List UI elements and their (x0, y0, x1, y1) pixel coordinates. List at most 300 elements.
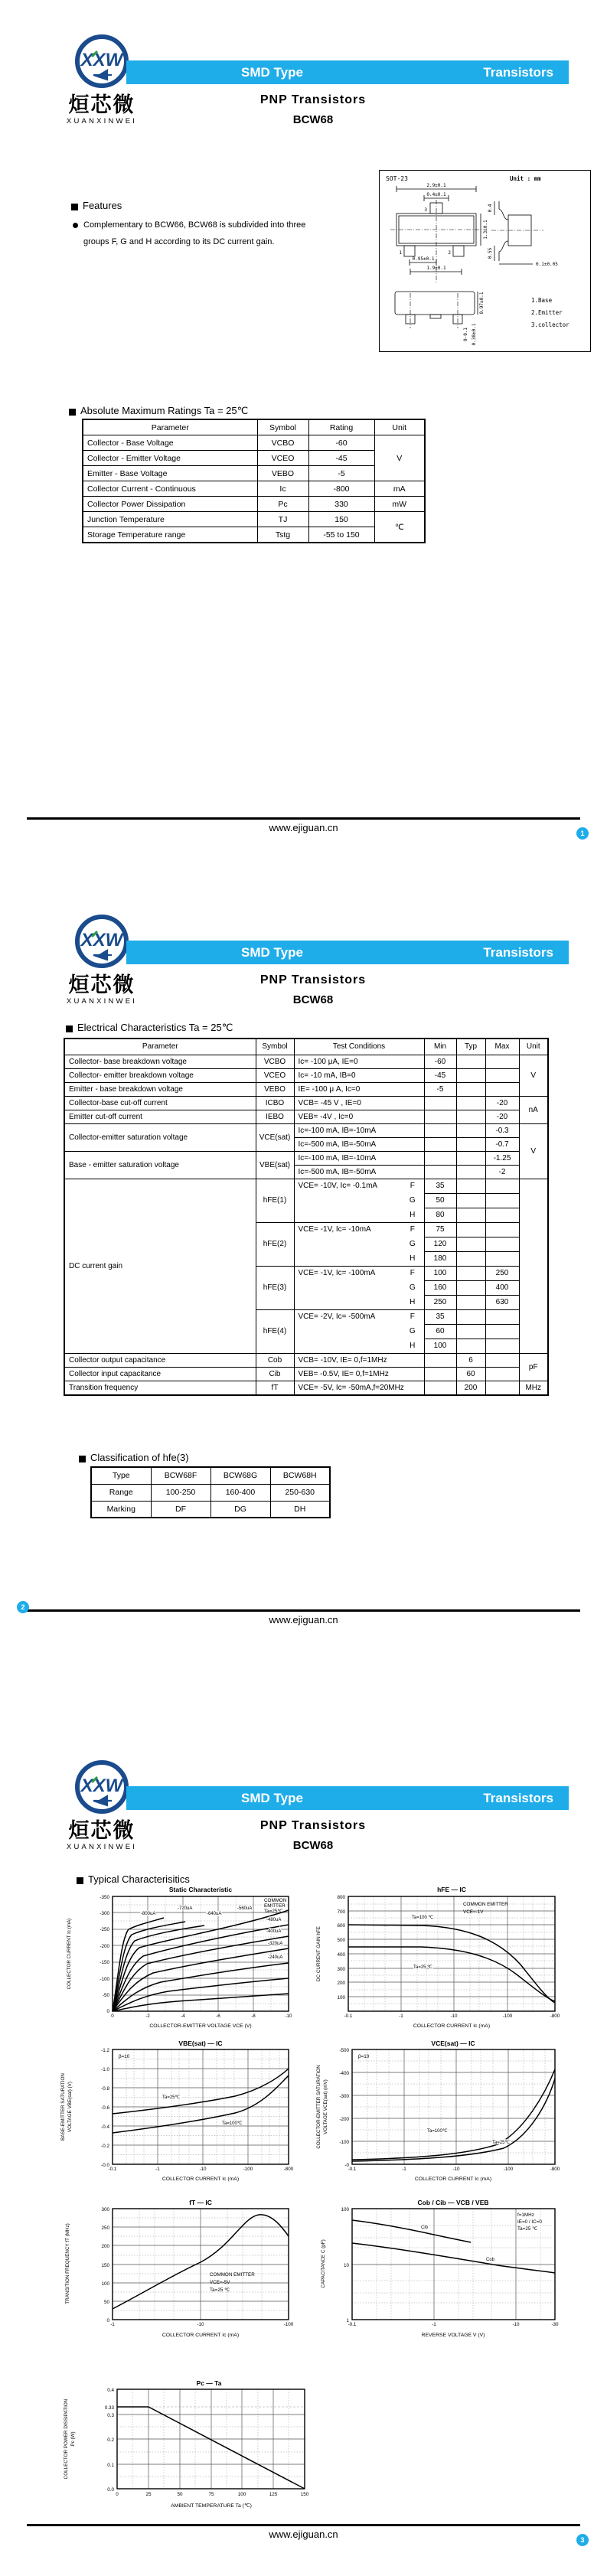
feature-item: Complementary to BCW66, BCW68 is subdivided into three groups F, G and H according to its DC current gain. (83, 220, 306, 246)
x-tick: -10 (285, 2014, 292, 2019)
page-number-badge: 2 (17, 1601, 29, 1613)
pin-number: 2 (448, 250, 451, 256)
x-tick: 0 (116, 2492, 119, 2497)
table-cell: VCBO (257, 435, 308, 451)
logo-mark-icon (72, 913, 132, 971)
table-cell (485, 1251, 519, 1266)
table-cell (485, 1324, 519, 1339)
curve-label: -240uA (268, 1955, 283, 1960)
table-cell: 35 (424, 1309, 456, 1324)
x-tick: -800 (283, 2167, 294, 2172)
table-cell: Cob (256, 1353, 294, 1367)
column-header: Typ (456, 1039, 485, 1055)
table-cell (456, 1110, 485, 1123)
y-tick: 150 (101, 2263, 109, 2268)
curve-label: -480uA (266, 1918, 282, 1922)
table-cell (485, 1222, 519, 1237)
dim-label: 0-0.1 (463, 327, 468, 342)
table-cell (485, 1055, 519, 1068)
dim-label: 2.9±0.1 (426, 183, 446, 188)
y-axis-label: COLLECTOR-EMITTER SATURATION (316, 2065, 321, 2149)
y-tick: 100 (101, 2281, 109, 2287)
table-cell: Ic= -100 μA, IE=0 (294, 1055, 424, 1068)
curve-label: Ta=100℃ (222, 2121, 243, 2126)
x-tick: 50 (177, 2492, 183, 2497)
x-axis-label: COLLECTOR CURRENT Ic (mA) (162, 2177, 240, 2182)
table-cell: Ic (257, 481, 308, 497)
y-tick: -1.0 (101, 2067, 109, 2072)
table-cell: Collector output capacitance (64, 1353, 256, 1367)
y-tick: -100 (339, 2140, 349, 2145)
y-tick: -0 (344, 2163, 349, 2168)
logo-chinese-text: 烜芯微 (68, 973, 135, 997)
table-cell: Pc (257, 497, 308, 512)
y-tick: 0.4 (107, 2388, 114, 2393)
table-cell: Ic=-500 mA, IB=-50mA (294, 1165, 424, 1179)
footer-url: www.ejiguan.cn (269, 2529, 338, 2540)
curve-label: Ta=25℃ (162, 2095, 181, 2100)
table-cell: -800 (308, 481, 374, 497)
logo-mark-icon (72, 1759, 132, 1817)
table-cell: V (519, 1055, 548, 1096)
chart-title: VCE(sat) — IC (431, 2040, 475, 2047)
table-cell: pF (519, 1353, 548, 1381)
banner-right-label: Transistors (483, 64, 553, 80)
curve-label: Cib (421, 2225, 429, 2230)
table-cell: VCE= -10V, Ic= -0.1mA (294, 1179, 401, 1222)
page3-banner (126, 1786, 569, 1810)
y-tick: 0 (106, 2318, 109, 2323)
footer-url: www.ejiguan.cn (269, 822, 338, 833)
footer-divider (27, 2524, 580, 2526)
y-tick: 0 (106, 2009, 109, 2014)
table-cell (424, 1353, 456, 1367)
table-cell: 250-630 (270, 1484, 330, 1501)
table-cell: G (401, 1324, 424, 1339)
banner-left-label: SMD Type (241, 1790, 303, 1805)
table-cell (485, 1353, 519, 1367)
curve-label: Ta=25℃ (492, 2141, 511, 2145)
y-tick: 100 (341, 2207, 349, 2212)
table-cell: 50 (424, 1193, 456, 1208)
table-cell: H (401, 1295, 424, 1309)
curve-label: -800uA (141, 1912, 156, 1916)
logo-chinese-text: 烜芯微 (68, 1819, 135, 1843)
section-square-icon (71, 204, 78, 210)
table-cell: 250 (485, 1266, 519, 1280)
y-tick: 800 (337, 1895, 345, 1900)
chart-power-dissipation (44, 2379, 328, 2516)
table-cell (456, 1309, 485, 1324)
table-cell: DH (270, 1501, 330, 1518)
table-cell: Emitter cut-off current (64, 1110, 256, 1123)
table-cell: Transition frequency (64, 1381, 256, 1395)
chart-capacitance (306, 2198, 566, 2351)
x-axis-label: COLLECTOR CURRENT Ic (mA) (162, 2333, 240, 2338)
y-tick: -0.2 (101, 2144, 109, 2149)
y-tick: -0.4 (101, 2124, 109, 2130)
y-tick: 0.33 (104, 2405, 114, 2411)
table-cell (456, 1339, 485, 1353)
part-number: BCW68 (292, 993, 334, 1006)
table-cell: IEBO (256, 1110, 294, 1123)
table-cell: -0.3 (485, 1123, 519, 1137)
dim-label: 0.38±0.1 (472, 323, 477, 346)
x-tick: -10 (452, 2167, 460, 2172)
section-square-icon (66, 1026, 73, 1032)
table-cell (485, 1367, 519, 1381)
x-tick: 125 (269, 2492, 278, 2497)
x-tick: -6 (216, 2014, 220, 2019)
table-cell: VCEO (257, 451, 308, 466)
table-cell: mW (374, 497, 425, 512)
table-cell: hFE(2) (256, 1222, 294, 1266)
y-tick: 0.2 (107, 2437, 114, 2443)
logo-english-text: XUANXINWEI (66, 1843, 138, 1852)
table-cell: 160 (424, 1280, 456, 1295)
y-tick: -350 (100, 1895, 109, 1900)
y-axis-label: COLLECTOR POWER DISSIPATION (64, 2398, 69, 2480)
x-axis-label: REVERSE VOLTAGE V (V) (421, 2333, 485, 2338)
table-cell: G (401, 1237, 424, 1251)
chart-annotation: COMMON (264, 1898, 287, 1903)
x-tick: -10 (199, 2167, 207, 2172)
table-cell: Ic=-100 mA, IB=-10mA (294, 1123, 424, 1137)
table-cell (485, 1339, 519, 1353)
table-cell (456, 1082, 485, 1096)
table-cell: Junction Temperature (83, 512, 257, 527)
table-cell (456, 1266, 485, 1280)
logo-monogram: XXW (80, 50, 123, 70)
column-header: Parameter (64, 1039, 256, 1055)
y-axis-label: BASE-EMITTER SATURATION (60, 2073, 66, 2141)
x-tick: -1 (432, 2322, 436, 2327)
table-cell: -0.7 (485, 1137, 519, 1151)
elec-table (64, 1038, 549, 1396)
x-tick: -1 (110, 2322, 115, 2327)
footer-url: www.ejiguan.cn (269, 1614, 338, 1625)
x-tick: 0 (111, 2014, 114, 2019)
y-tick: 200 (101, 2244, 109, 2249)
table-cell: -55 to 150 (308, 527, 374, 543)
table-cell: G (401, 1280, 424, 1295)
y-tick: 250 (101, 2225, 109, 2231)
table-cell: BCW68F (151, 1467, 210, 1484)
table-cell: ICBO (256, 1096, 294, 1110)
grid-minor (352, 2049, 555, 2164)
table-cell: F (401, 1179, 424, 1193)
x-tick: -10 (197, 2322, 204, 2327)
curve-label: Ta=25 ℃ (413, 1965, 432, 1970)
pin-legend: 2.Emitter (531, 309, 563, 316)
table-cell: VBE(sat) (256, 1151, 294, 1179)
table-cell: VCE(sat) (256, 1123, 294, 1151)
table-cell: 35 (424, 1179, 456, 1193)
table-cell: F (401, 1222, 424, 1237)
y-tick: 600 (337, 1923, 345, 1929)
footer-divider (27, 1609, 580, 1612)
footer-divider (27, 817, 580, 820)
part-number: BCW68 (292, 1839, 334, 1852)
table-cell: -60 (308, 435, 374, 451)
table-cell: hFE(3) (256, 1266, 294, 1309)
chart-title: VBE(sat) — IC (178, 2040, 223, 2047)
section-square-icon (79, 1456, 86, 1462)
table-cell (485, 1309, 519, 1324)
y-tick: -400 (339, 2071, 349, 2076)
y-tick: 0.0 (107, 2487, 114, 2493)
table-cell: 160-400 (210, 1484, 270, 1501)
table-cell (485, 1208, 519, 1222)
table-cell: -5 (424, 1082, 456, 1096)
table-cell: Collector - Base Voltage (83, 435, 257, 451)
table-cell: VCEO (256, 1068, 294, 1082)
x-axis-label: AMBIENT TEMPERATURE Ta (℃) (171, 2503, 252, 2509)
pin-number: 1 (399, 250, 402, 256)
table-cell (485, 1193, 519, 1208)
curve-label: Cob (486, 2258, 495, 2262)
column-header: Parameter (83, 419, 257, 435)
table-cell: VEB= -4V , Ic=0 (294, 1110, 424, 1123)
x-axis-label: COLLECTOR CURRENT Ic (mA) (414, 2177, 492, 2182)
x-tick: -0.1 (108, 2167, 117, 2172)
table-cell: Storage Temperature range (83, 527, 257, 543)
y-tick: -200 (100, 1944, 109, 1949)
column-header: Max (485, 1039, 519, 1055)
classification-heading: Classification of hfe(3) (90, 1452, 189, 1463)
y-axis-label: CAPACITANCE C (pF) (321, 2239, 326, 2288)
y-tick: -0.8 (101, 2086, 109, 2092)
chart-annotation: IE=0 / IC=0 (517, 2219, 542, 2225)
page-number-badge: 3 (576, 2534, 589, 2546)
logo-chinese-text: 烜芯微 (68, 93, 135, 117)
y-axis-label: TRANSITION FREQUENCY fT (MHz) (65, 2223, 70, 2304)
table-cell: 200 (456, 1381, 485, 1395)
table-cell: 120 (424, 1237, 456, 1251)
page-title: PNP Transistors (259, 973, 367, 986)
y-tick: -150 (100, 1960, 109, 1965)
y-tick: 500 (337, 1938, 345, 1943)
y-tick: 0.3 (107, 2413, 114, 2418)
y-tick: 100 (337, 1995, 345, 2000)
x-tick: 100 (237, 2492, 246, 2497)
table-cell: -45 (424, 1068, 456, 1082)
page1-banner (126, 60, 569, 84)
chart-annotation: COMMON EMITTER (463, 1902, 508, 1907)
table-cell: VCE= -1V, Ic= -100mA (294, 1266, 401, 1309)
curve-label: -640uA (207, 1912, 222, 1916)
chart-dc-current-gain (306, 1884, 566, 2037)
typical-characteristics-heading: Typical Characterisitics (88, 1873, 190, 1885)
table-cell (456, 1208, 485, 1222)
table-cell: 100 (424, 1339, 456, 1353)
table-cell (424, 1096, 456, 1110)
table-cell: Range (91, 1484, 151, 1501)
page-title: PNP Transistors (259, 93, 367, 106)
curve-label: -400uA (266, 1929, 282, 1934)
dim-label: 0.97±0.1 (479, 292, 485, 315)
section-square-icon (77, 1877, 83, 1884)
table-cell: nA (519, 1096, 548, 1123)
column-header: Unit (374, 419, 425, 435)
package-side-view (491, 201, 543, 264)
table-cell: Collector - Emitter Voltage (83, 451, 257, 466)
package-unit: Unit : mm (510, 175, 541, 182)
grid-minor (113, 1896, 289, 2011)
x-tick: -800 (550, 2167, 560, 2172)
table-cell: DG (210, 1501, 270, 1518)
x-tick: -10 (512, 2322, 520, 2327)
table-cell (485, 1068, 519, 1082)
table-cell: F (401, 1309, 424, 1324)
chart-title: hFE — IC (437, 1886, 466, 1893)
column-header: Min (424, 1039, 456, 1055)
table-cell (485, 1082, 519, 1096)
table-cell (485, 1179, 519, 1193)
table-cell (456, 1251, 485, 1266)
page2-banner (126, 941, 569, 964)
classification-table (90, 1466, 331, 1518)
x-tick: -1 (402, 2167, 406, 2172)
y-tick: -0.0 (101, 2163, 109, 2168)
chart-annotation: Ta=25℃ (264, 1909, 283, 1914)
x-tick: -8 (251, 2014, 256, 2019)
table-cell (456, 1295, 485, 1309)
curves (113, 2069, 289, 2133)
table-cell: Type (91, 1467, 151, 1484)
table-cell: fT (256, 1381, 294, 1395)
table-cell (424, 1381, 456, 1395)
dim-label: 1.9±0.1 (426, 266, 446, 271)
table-cell: Collector- base breakdown voltage (64, 1055, 256, 1068)
x-tick: -0.1 (348, 2167, 357, 2172)
x-tick: -2 (145, 2014, 150, 2019)
y-tick: -1.2 (101, 2048, 109, 2053)
table-cell: 330 (308, 497, 374, 512)
y-tick: 0.1 (107, 2463, 114, 2468)
logo-english-text: XUANXINWEI (66, 117, 138, 126)
table-cell: mA (374, 481, 425, 497)
dim-label: 0.1±0.05 (536, 262, 558, 267)
x-tick: 150 (300, 2492, 309, 2497)
y-axis-label: VOLTAGE VBE(sat) (V) (67, 2082, 73, 2132)
table-cell: VEBO (256, 1082, 294, 1096)
table-cell: G (401, 1193, 424, 1208)
x-tick: -1 (155, 2167, 160, 2172)
y-tick: -0.6 (101, 2105, 109, 2111)
table-cell: BCW68G (210, 1467, 270, 1484)
table-cell (456, 1280, 485, 1295)
table-cell: Collector-base cut-off current (64, 1096, 256, 1110)
table-cell: 250 (424, 1295, 456, 1309)
table-cell: 75 (424, 1222, 456, 1237)
table-cell (456, 1222, 485, 1237)
table-cell: 80 (424, 1208, 456, 1222)
table-cell (456, 1068, 485, 1082)
package-name: SOT-23 (386, 175, 408, 182)
table-cell: -2 (485, 1165, 519, 1179)
y-tick: -50 (102, 1993, 109, 1998)
column-header: Test Conditions (294, 1039, 424, 1055)
table-cell: BCW68H (270, 1467, 330, 1484)
x-tick: -4 (181, 2014, 185, 2019)
grid-major (113, 2209, 289, 2320)
y-tick: -200 (339, 2117, 349, 2122)
table-cell: 630 (485, 1295, 519, 1309)
y-axis-label: VOLTAGE VCE(sat) (mV) (323, 2079, 328, 2134)
part-number: BCW68 (292, 113, 334, 126)
table-cell: Base - emitter saturation voltage (64, 1151, 256, 1179)
table-cell: H (401, 1208, 424, 1222)
y-tick: 50 (103, 2300, 109, 2305)
y-tick: -250 (100, 1927, 109, 1932)
table-cell: MHz (519, 1381, 548, 1395)
chart-annotation: VCE=-1V (463, 1909, 484, 1915)
column-header: Rating (308, 419, 374, 435)
table-cell (485, 1381, 519, 1395)
chart-annotation: f=1MHz (517, 2212, 534, 2218)
section-square-icon (69, 409, 76, 416)
column-header: Symbol (257, 419, 308, 435)
table-cell (456, 1096, 485, 1110)
grid-minor (352, 2209, 555, 2320)
table-cell: Marking (91, 1501, 151, 1518)
grid-major (113, 2049, 289, 2164)
table-cell: 150 (308, 512, 374, 527)
table-cell: VCE= -1V, Ic= -10mA (294, 1222, 401, 1266)
chart-annotation: Ta=25 ℃ (517, 2226, 538, 2232)
y-axis-label: DC CURRENT GAIN hFE (316, 1926, 321, 1981)
package-drawing (379, 170, 591, 352)
x-tick: 75 (208, 2492, 214, 2497)
table-cell (485, 1237, 519, 1251)
chart-vce-sat (306, 2039, 566, 2192)
table-cell: IE= -100 μ A, Ic=0 (294, 1082, 424, 1096)
dim-label: 0.4±0.1 (426, 192, 446, 197)
table-cell: Emitter - base breakdown voltage (64, 1082, 256, 1096)
chart-vbe-sat (47, 2039, 304, 2192)
features-heading: Features (83, 200, 122, 211)
table-cell: ℃ (374, 512, 425, 543)
table-cell: Collector input capacitance (64, 1367, 256, 1381)
table-cell: H (401, 1251, 424, 1266)
table-cell (456, 1324, 485, 1339)
logo-monogram: XXW (80, 930, 123, 951)
table-cell: F (401, 1266, 424, 1280)
pin-number: 3 (424, 207, 427, 213)
table-cell: VCB= -45 V , IE=0 (294, 1096, 424, 1110)
dim-label: 1.3±0.1 (483, 220, 488, 240)
table-cell (456, 1193, 485, 1208)
column-header: Symbol (256, 1039, 294, 1055)
table-cell: 6 (456, 1353, 485, 1367)
table-cell: TJ (257, 512, 308, 527)
x-tick: -100 (243, 2167, 253, 2172)
table-cell: VCE= -5V, Ic= -50mA,f=20MHz (294, 1381, 424, 1395)
table-cell (424, 1151, 456, 1165)
table-cell: H (401, 1339, 424, 1353)
table-cell (424, 1123, 456, 1137)
x-tick: -0.1 (344, 2014, 353, 2019)
table-cell: Emitter - Base Voltage (83, 466, 257, 481)
table-cell (519, 1179, 548, 1353)
table-cell (456, 1237, 485, 1251)
page-title: PNP Transistors (259, 1819, 367, 1832)
pin-legend: 1.Base (531, 297, 553, 304)
chart-title: Cob / Cib — VCB / VEB (417, 2199, 489, 2206)
curves (352, 2069, 555, 2161)
logo-monogram: XXW (80, 1775, 123, 1796)
